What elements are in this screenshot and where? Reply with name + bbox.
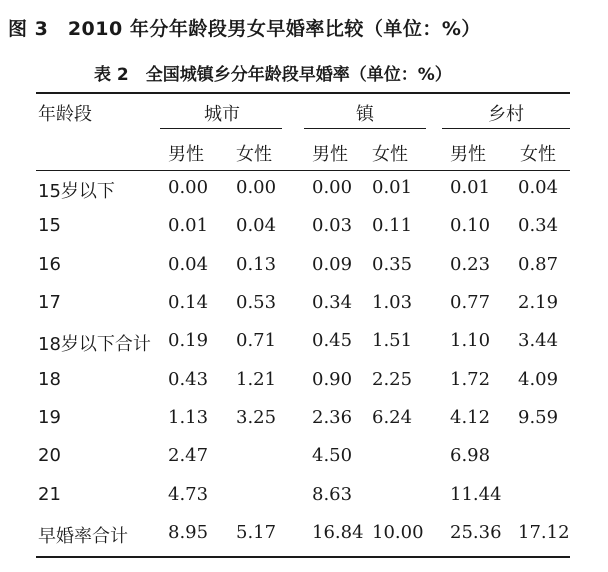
cell-city-male: 0.14 <box>168 292 209 313</box>
cell-city-female: 0.13 <box>236 254 277 275</box>
cell-city-male: 8.95 <box>168 522 209 543</box>
cell-village-female: 0.87 <box>518 254 559 275</box>
cell-village-male: 1.72 <box>450 369 491 390</box>
cell-village-male: 0.23 <box>450 254 491 275</box>
cell-city-male: 0.00 <box>168 177 209 198</box>
figure-title: 图 3 2010 年分年龄段男女早婚率比较（单位：%） <box>8 18 481 40</box>
cell-village-male: 25.36 <box>450 522 502 543</box>
cell-town-female: 0.11 <box>372 215 413 236</box>
cell-village-male: 4.12 <box>450 407 491 428</box>
header-city-male: 男性 <box>168 144 204 165</box>
cell-village-female: 0.34 <box>518 215 559 236</box>
cell-town-male: 2.36 <box>312 407 353 428</box>
cell-town-male: 0.34 <box>312 292 353 313</box>
cell-city-male: 1.13 <box>168 407 209 428</box>
cell-village-female: 3.44 <box>518 330 559 351</box>
cell-city-female: 0.53 <box>236 292 277 313</box>
cell-town-female: 10.00 <box>372 522 424 543</box>
cell-city-male: 2.47 <box>168 445 209 466</box>
cell-city-male: 0.01 <box>168 215 209 236</box>
cell-town-male: 0.00 <box>312 177 353 198</box>
header-village-male: 男性 <box>450 144 486 165</box>
cell-village-male: 1.10 <box>450 330 491 351</box>
cell-city-male: 4.73 <box>168 484 209 505</box>
group-underline-town <box>304 128 426 129</box>
table-header-rule <box>36 170 570 171</box>
header-age-group: 年龄段 <box>38 104 92 125</box>
header-group-town: 镇 <box>356 104 374 125</box>
header-city-female: 女性 <box>236 144 272 165</box>
row-label: 20 <box>38 445 61 466</box>
cell-city-female: 1.21 <box>236 369 277 390</box>
cell-town-female: 0.01 <box>372 177 413 198</box>
cell-city-female: 0.00 <box>236 177 277 198</box>
header-group-village: 乡村 <box>488 104 524 125</box>
row-label: 17 <box>38 292 61 313</box>
cell-town-male: 4.50 <box>312 445 353 466</box>
row-label: 19 <box>38 407 61 428</box>
cell-village-female: 17.12 <box>518 522 570 543</box>
cell-city-male: 0.43 <box>168 369 209 390</box>
row-label: 15 <box>38 215 61 236</box>
cell-town-male: 0.45 <box>312 330 353 351</box>
header-town-male: 男性 <box>312 144 348 165</box>
table-top-rule <box>36 92 570 94</box>
cell-village-male: 0.01 <box>450 177 491 198</box>
cell-village-male: 0.10 <box>450 215 491 236</box>
cell-village-male: 0.77 <box>450 292 491 313</box>
cell-village-male: 11.44 <box>450 484 502 505</box>
row-label: 早婚率合计 <box>38 526 128 547</box>
cell-village-male: 6.98 <box>450 445 491 466</box>
table-title: 表 2 全国城镇乡分年龄段早婚率（单位：%） <box>94 65 452 85</box>
group-underline-village <box>442 128 570 129</box>
table-bottom-rule <box>36 556 570 558</box>
cell-city-female: 5.17 <box>236 522 277 543</box>
group-underline-city <box>160 128 282 129</box>
cell-city-female: 0.71 <box>236 330 277 351</box>
cell-town-female: 2.25 <box>372 369 413 390</box>
row-label: 21 <box>38 484 61 505</box>
cell-town-male: 0.90 <box>312 369 353 390</box>
cell-village-female: 9.59 <box>518 407 559 428</box>
row-label: 18 <box>38 369 61 390</box>
cell-city-female: 0.04 <box>236 215 277 236</box>
cell-town-male: 0.03 <box>312 215 353 236</box>
cell-city-male: 0.19 <box>168 330 209 351</box>
row-label: 16 <box>38 254 61 275</box>
cell-town-female: 1.51 <box>372 330 413 351</box>
cell-town-male: 0.09 <box>312 254 353 275</box>
cell-town-male: 8.63 <box>312 484 353 505</box>
cell-village-female: 0.04 <box>518 177 559 198</box>
cell-city-female: 3.25 <box>236 407 277 428</box>
cell-city-male: 0.04 <box>168 254 209 275</box>
cell-village-female: 4.09 <box>518 369 559 390</box>
header-group-city: 城市 <box>204 104 240 125</box>
header-village-female: 女性 <box>520 144 556 165</box>
row-label: 18岁以下合计 <box>38 334 151 355</box>
cell-town-female: 6.24 <box>372 407 413 428</box>
header-town-female: 女性 <box>372 144 408 165</box>
cell-village-female: 2.19 <box>518 292 559 313</box>
cell-town-male: 16.84 <box>312 522 364 543</box>
row-label: 15岁以下 <box>38 181 115 202</box>
cell-town-female: 0.35 <box>372 254 413 275</box>
cell-town-female: 1.03 <box>372 292 413 313</box>
